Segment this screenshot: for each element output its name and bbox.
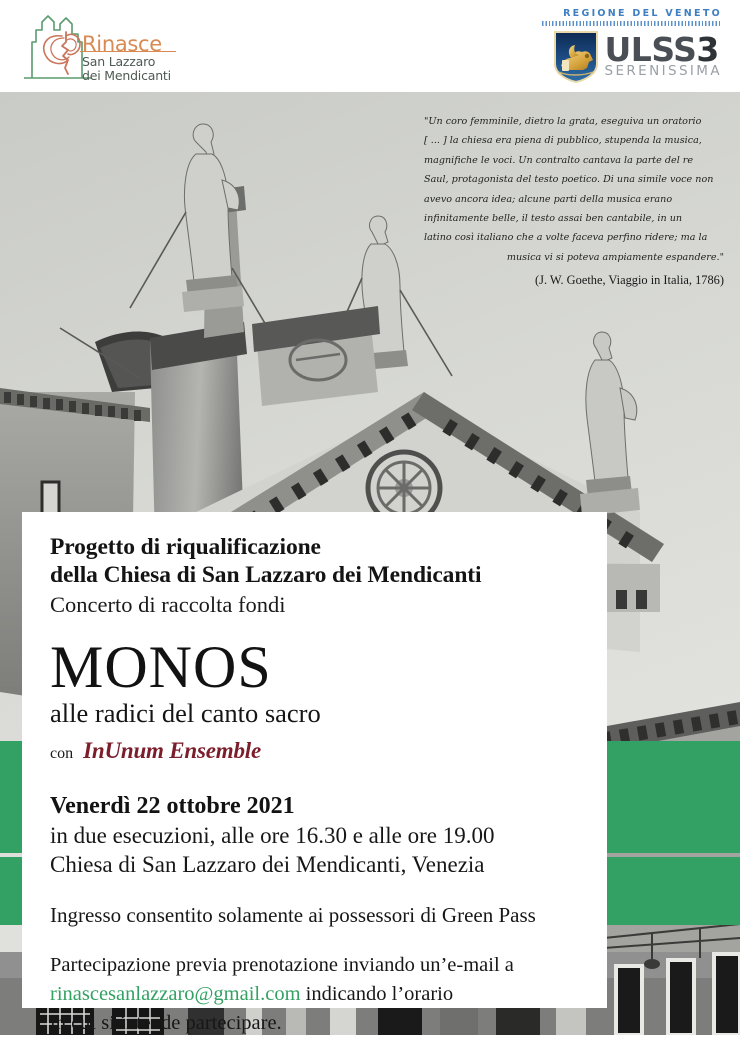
- booking-email-link[interactable]: rinascesanlazzaro@gmail.com: [50, 982, 301, 1005]
- project-subtitle: Concerto di raccolta fondi: [50, 592, 286, 618]
- ulss-acronym: ULSS3: [604, 30, 719, 70]
- regione-veneto-label: REGIONE DEL VENETO: [563, 8, 722, 19]
- concert-title: MONOS: [50, 633, 272, 700]
- rinasce-logo: [22, 12, 172, 84]
- quote-line: avevo ancora idea; alcune parti della musica erano: [424, 193, 673, 205]
- quote-line: magnifiche le voci. Un contralto cantava la parte del re: [424, 154, 694, 166]
- event-times: in due esecuzioni, alle ore 16.30 e alle ore 19.00: [50, 822, 495, 848]
- quote-line: infinitamente belle, il testo assai ben cantabile, in un: [424, 212, 683, 224]
- rinasce-wordmark: Rinasce: [82, 32, 162, 56]
- event-info-panel: [22, 512, 607, 1034]
- booking-line-2: [50, 980, 581, 1009]
- header-bar: [0, 0, 740, 92]
- booking-line-3: in cui si intende partecipare.: [50, 1011, 282, 1034]
- rinasce-subtitle-1: San Lazzaro: [82, 54, 156, 69]
- quote-line: latino così italiano che a volte faceva perfino ridere; ma la: [424, 232, 708, 244]
- quote-line: musica vi si poteva ampiamente espandere.": [506, 251, 724, 263]
- ulss-dotted-rule: [542, 21, 722, 26]
- quote-line: [ ... ] la chiesa era piena di pubblico, stupenda la musica,: [424, 135, 702, 147]
- quote-attribution: (J. W. Goethe, Viaggio in Italia, 1786): [535, 273, 724, 287]
- ensemble-name: InUnum Ensemble: [83, 737, 261, 763]
- quote-line: Saul, protagonista del testo poetico. Di una simile voce non: [424, 174, 714, 186]
- event-date: Venerdì 22 ottobre 2021: [50, 792, 295, 819]
- quote-line: "Un coro femminile, dietro la grata, eseguiva un oratorio: [424, 116, 702, 127]
- event-venue: Chiesa di San Lazzaro dei Mendicanti, Venezia: [50, 852, 485, 878]
- booking-line-2-rest: indicando l’orario: [300, 982, 454, 1005]
- venetian-lion-shield-icon: [553, 30, 599, 84]
- performer-row: [50, 738, 581, 764]
- ulss-subtitle: SERENISSIMA: [604, 63, 722, 80]
- con-label: con: [50, 744, 74, 762]
- goethe-quote: [424, 112, 724, 288]
- booking-info: [50, 951, 581, 1038]
- ulss3-logo: [542, 8, 722, 84]
- project-title-line-1: Progetto di riqualificazione: [50, 534, 321, 560]
- concert-tagline: alle radici del canto sacro: [50, 697, 321, 728]
- project-title-line-2: della Chiesa di San Lazzaro dei Mendicanti: [50, 561, 482, 588]
- booking-line-1: Partecipazione previa prenotazione inviando un’e-mail a: [50, 953, 514, 976]
- rinasce-subtitle-2: dei Mendicanti: [82, 68, 171, 84]
- green-pass-notice: Ingresso consentito solamente ai possessori di Green Pass: [50, 903, 536, 928]
